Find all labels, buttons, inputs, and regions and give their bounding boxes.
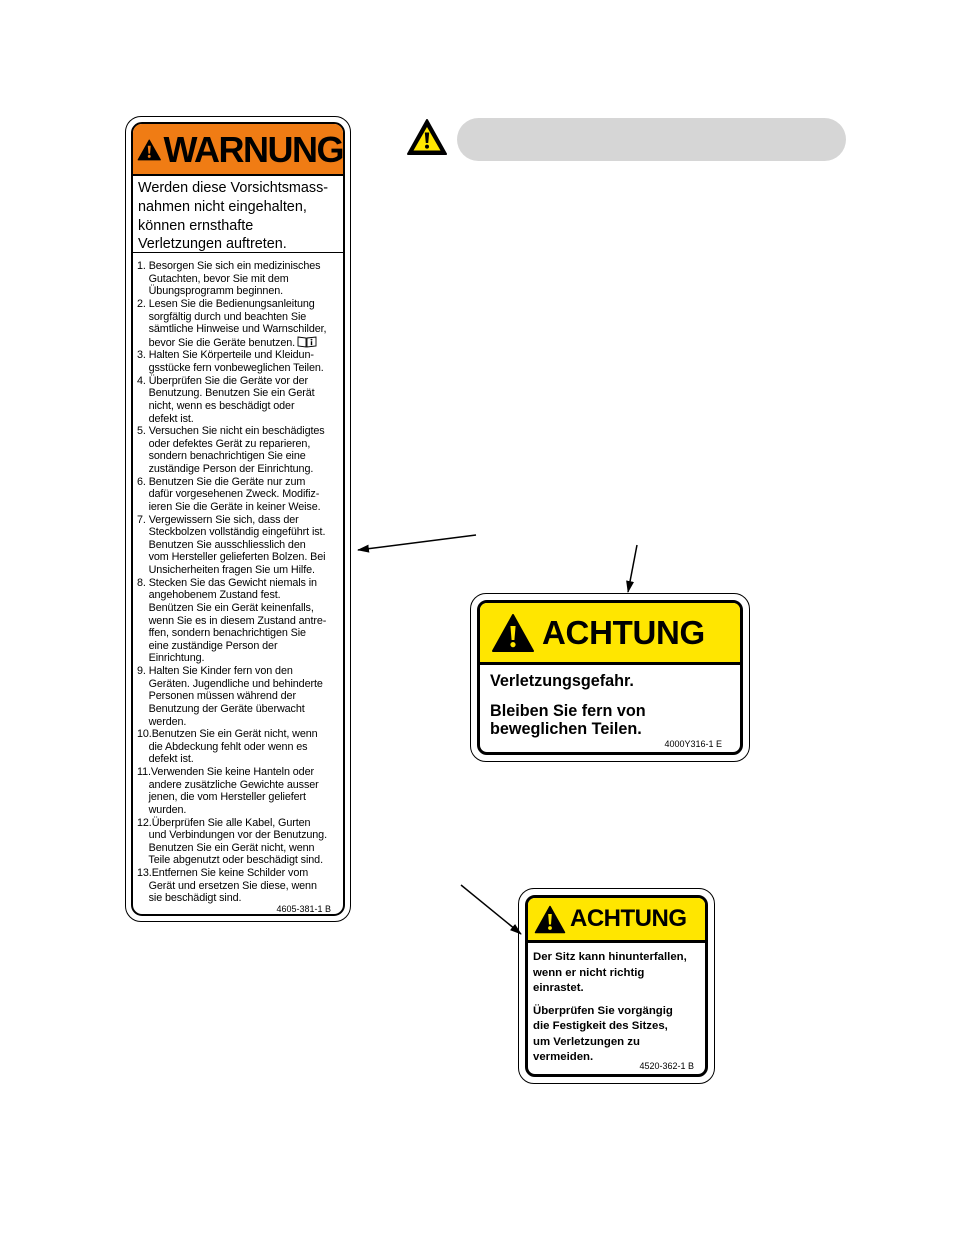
warnung-list-text: Benutzen Sie ausschliesslich den <box>137 538 306 551</box>
warnung-list-text: defekt ist. <box>137 753 194 766</box>
arrow-to-achtung-label-2 <box>461 885 521 934</box>
warnung-list-text: 5. Versuchen Sie nicht ein beschädigtes <box>137 425 325 438</box>
warnung-list-text: 13.Entfernen Sie keine Schilder vom <box>137 867 309 879</box>
warnung-list-text: andere zusätzliche Gewichte ausser <box>137 778 319 791</box>
warnung-list-text: sie beschädigt sind. <box>137 892 242 905</box>
warnung-list-text: 8. Stecken Sie das Gewicht niemals in <box>137 576 317 589</box>
warnung-intro-line: Verletzungen auftreten. <box>138 236 287 253</box>
warnung-list-text: wenn Sie es in diesem Zustand antre- <box>137 614 327 627</box>
warnung-code: 4605-381-1 B <box>276 904 331 914</box>
warnung-list-text: sondern benachrichtigen Sie eine <box>137 450 306 463</box>
achtung-1-title: ACHTUNG <box>542 614 705 651</box>
warnung-list-text: Einrichtung. <box>137 652 205 665</box>
achtung-1-line: beweglichen Teilen. <box>490 720 642 738</box>
warnung-list-text: Übungsprogramm beginnen. <box>137 285 284 298</box>
warnung-list-text: 11.Verwenden Sie keine Hanteln oder <box>137 766 314 778</box>
warnung-intro-line: nahmen nicht eingehalten, <box>138 198 307 215</box>
warnung-list-text: angehobenem Zustand fest. <box>137 589 281 602</box>
warnung-list-text: Benutzen Sie ein Gerät nicht, wenn <box>137 841 315 854</box>
warnung-list-text: nicht, wenn es beschädigt oder <box>137 399 295 412</box>
warnung-list-text: defekt ist. <box>137 412 194 425</box>
warnung-list-text: 6. Benutzen Sie die Geräte nur zum <box>137 475 306 488</box>
warnung-list-text: Geräten. Jugendliche und behinderte <box>137 677 323 690</box>
arrow-to-warnung-label <box>358 535 476 550</box>
warnung-list-text: Gerät und ersetzen Sie diese, wenn <box>137 879 317 892</box>
warnung-list-text: oder defektes Gerät zu reparieren, <box>137 437 311 450</box>
warnung-intro-line: Werden diese Vorsichtsmass- <box>138 180 329 196</box>
warnung-intro-line: können ernsthafte <box>138 217 254 234</box>
warnung-list-text: bevor Sie die Geräte benutzen. <box>137 336 296 349</box>
achtung-2-line: Überprüfen Sie vorgängig <box>533 1004 673 1017</box>
warnung-list-text: sorgfältig durch und beachten Sie <box>137 310 307 323</box>
warnung-list-text: vom Hersteller gelieferten Bolzen. Bei <box>137 551 326 564</box>
warnung-list-text: Benutzung der Geräte überwacht <box>137 702 305 715</box>
achtung-2-code: 4520-362-1 B <box>639 1061 694 1071</box>
achtung-2-line: vermeiden. <box>533 1051 594 1063</box>
warnung-list-text: ffen, sondern benachrichtigen Sie <box>137 627 306 640</box>
achtung-2-line: wenn er nicht richtig <box>533 966 645 979</box>
warnung-list-text: werden. <box>137 715 187 728</box>
warnung-list-text: ieren Sie die Geräte in keiner Weise. <box>137 500 321 513</box>
achtung-1-line: Verletzungsgefahr. <box>490 672 634 690</box>
warnung-title: WARNUNG <box>163 129 343 170</box>
achtung-2-line: die Festigkeit des Sitzes, <box>533 1020 668 1032</box>
warnung-list-text: 10.Benutzen Sie ein Gerät nicht, wenn <box>137 728 318 741</box>
warnung-list-text: Personen müssen während der <box>137 690 296 703</box>
warnung-list-text: Unsicherheiten fragen Sie um Hilfe. <box>137 564 315 576</box>
warnung-list-text: gsstücke fern vonbeweglichen Teilen. <box>137 362 324 374</box>
warnung-list-text: Steckbolzen vollständig eingeführt ist. <box>137 526 326 539</box>
achtung-1-line: Bleiben Sie fern von <box>490 702 646 720</box>
warnung-list-text: Benutzung. Benutzen Sie ein Gerät <box>137 387 315 400</box>
warnung-list-text: Benützen Sie ein Gerät keinenfalls, <box>137 601 314 614</box>
warnung-list-text: 2. Lesen Sie die Bedienungsanleitung <box>137 297 315 310</box>
warnung-list-text: zuständige Person der Einrichtung. <box>137 463 314 475</box>
warnung-list-text: 9. Halten Sie Kinder fern von den <box>137 665 293 677</box>
achtung-2-title: ACHTUNG <box>570 905 687 932</box>
warnung-list-text: jenen, die vom Hersteller geliefert <box>137 791 306 804</box>
warnung-list-text: 7. Vergewissern Sie sich, dass der <box>137 513 299 526</box>
achtung-1-code: 4000Y316-1 E <box>664 739 722 749</box>
warnung-list-text: 1. Besorgen Sie sich ein medizinisches <box>137 260 321 272</box>
warnung-list-text: dafür vorgesehenen Zweck. Modifiz- <box>137 488 320 501</box>
warnung-list-text: 4. Überprüfen Sie die Geräte vor der <box>137 374 309 387</box>
warnung-list-text: wurden. <box>137 803 187 816</box>
warnung-list-text: die Abdeckung fehlt oder wenn es <box>137 740 308 753</box>
achtung-2-line: einrastet. <box>533 982 584 994</box>
warnung-list-text: Teile abgenutzt oder beschädigt sind. <box>137 854 323 867</box>
warnung-list-text: sämtliche Hinweise und Warnschilder, <box>137 323 327 336</box>
warnung-list-text: 12.Überprüfen Sie alle Kabel, Gurten <box>137 816 311 829</box>
warnung-list-text: Gutachten, bevor Sie mit dem <box>137 272 289 285</box>
achtung-2-line: um Verletzungen zu <box>533 1035 640 1048</box>
warnung-list-text: und Verbindungen vor der Benutzung. <box>137 829 327 842</box>
achtung-2-line: Der Sitz kann hinunterfallen, <box>533 951 687 963</box>
arrow-to-achtung-label-1 <box>628 545 637 592</box>
warnung-list-text: 3. Halten Sie Körperteile und Kleidun- <box>137 349 314 362</box>
warnung-list-text: eine zuständige Person der <box>137 639 278 652</box>
